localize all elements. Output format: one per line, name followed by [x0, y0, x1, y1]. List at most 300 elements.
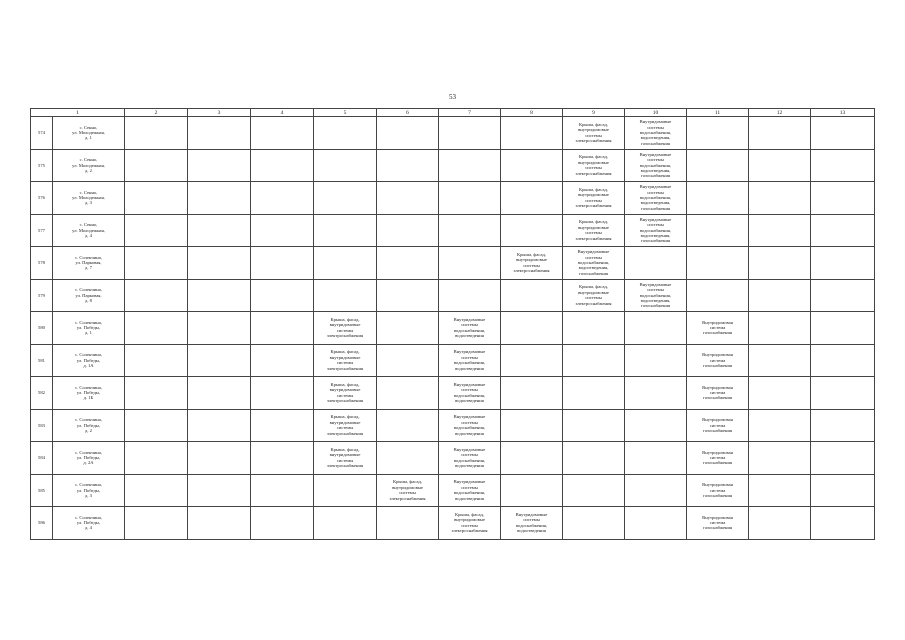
- cell-col-11: [687, 279, 749, 312]
- cell-col-12: [749, 442, 811, 475]
- address-line: ул. Парковая,: [75, 292, 102, 298]
- work-type-line: системы: [461, 419, 478, 425]
- work-type-line: Внутридомовые: [639, 151, 672, 157]
- work-type-line: системы: [647, 287, 664, 293]
- column-header-10: 10: [625, 109, 687, 117]
- work-type-line: газоснабжения: [702, 395, 733, 401]
- work-type-line: газоснабжения: [578, 270, 609, 276]
- cell-col-7: [439, 312, 501, 345]
- repair-schedule-table: [30, 108, 875, 540]
- cell-col-4: [251, 409, 314, 442]
- cell-col-8: [501, 182, 563, 215]
- cell-col-5: [314, 442, 377, 475]
- address-line: ул. Победы,: [76, 390, 101, 396]
- work-type-line: электроснабжения: [389, 495, 426, 501]
- cell-col-10: [625, 182, 687, 215]
- cell-col-6: [377, 214, 439, 247]
- address-cell: [53, 279, 125, 312]
- row-number: 574: [31, 117, 53, 150]
- work-type-line: водоотведения,: [640, 200, 671, 206]
- cell-col-10: [625, 474, 687, 507]
- cell-col-8: [501, 377, 563, 410]
- work-type-line: Крыша, фасад,: [330, 381, 360, 387]
- cell-col-7: [439, 442, 501, 475]
- work-type-line: Внутридомовые: [639, 281, 672, 287]
- address-line: с. Соленчина,: [75, 254, 102, 260]
- address-line: с. Сенно,: [79, 189, 98, 195]
- work-type-line: Внутридомовые: [453, 381, 486, 387]
- table-row: [31, 409, 875, 442]
- cell-col-11: [687, 507, 749, 540]
- address-cell: [53, 312, 125, 345]
- column-header-5: 5: [314, 109, 377, 117]
- row-number: 585: [31, 474, 53, 507]
- cell-col-3: [188, 344, 251, 377]
- address-line: с. Соленчина,: [75, 352, 102, 358]
- cell-col-2: [125, 279, 188, 312]
- cell-col-9: [563, 182, 625, 215]
- cell-col-11: [687, 214, 749, 247]
- cell-col-3: [188, 149, 251, 182]
- cell-col-9: [563, 442, 625, 475]
- address-cell: [53, 377, 125, 410]
- cell-col-12: [749, 312, 811, 345]
- work-type-line: электроснабжения: [513, 268, 550, 274]
- row-number: 583: [31, 409, 53, 442]
- cell-col-5: [314, 182, 377, 215]
- work-type-line: Крыша, фасад,: [330, 349, 360, 355]
- cell-col-8: [501, 279, 563, 312]
- cell-col-13: [811, 377, 875, 410]
- work-type-line: водоотведения: [455, 398, 484, 404]
- work-type-line: водоотведения,: [640, 167, 671, 173]
- work-type-line: водоотведения: [517, 528, 546, 534]
- work-type-line: внутридомовые: [578, 192, 609, 198]
- cell-col-13: [811, 247, 875, 280]
- address-line: д. 2: [85, 427, 92, 433]
- work-type-line: водоснабжения,: [639, 130, 672, 136]
- cell-col-3: [188, 214, 251, 247]
- work-type-line: Внутридомовая: [702, 352, 733, 358]
- work-type-line: водоотведения: [455, 495, 484, 501]
- work-type-line: система: [709, 390, 726, 396]
- table-row: [31, 507, 875, 540]
- address-line: ул. Победы,: [76, 422, 101, 428]
- address-cell: [53, 344, 125, 377]
- work-type-line: системы: [336, 392, 354, 398]
- address-line: ул. Молодежная,: [72, 162, 105, 168]
- address-line: ул. Победы,: [76, 487, 101, 493]
- address-line: д. 3: [85, 492, 92, 498]
- cell-col-12: [749, 474, 811, 507]
- address-cell: [53, 442, 125, 475]
- cell-col-3: [188, 182, 251, 215]
- cell-col-10: [625, 279, 687, 312]
- cell-col-2: [125, 214, 188, 247]
- work-type-line: система: [709, 520, 726, 526]
- cell-col-13: [811, 344, 875, 377]
- table-row: [31, 442, 875, 475]
- work-type-line: водоснабжения,: [577, 260, 610, 266]
- work-type-line: водоснабжения,: [639, 195, 672, 201]
- work-type-line: системы: [336, 327, 354, 333]
- cell-col-4: [251, 474, 314, 507]
- work-type-line: Внутридомовая: [702, 417, 733, 423]
- address-line: ул. Парковая,: [75, 260, 102, 266]
- address-cell: [53, 149, 125, 182]
- table-row: [31, 377, 875, 410]
- work-type-line: Крыша, фасад,: [330, 316, 360, 322]
- cell-col-5: [314, 279, 377, 312]
- cell-col-8: [501, 247, 563, 280]
- cell-col-5: [314, 507, 377, 540]
- cell-col-13: [811, 149, 875, 182]
- cell-col-8: [501, 507, 563, 540]
- cell-col-4: [251, 279, 314, 312]
- address-line: ул. Победы,: [76, 325, 101, 331]
- work-type-line: система: [709, 455, 726, 461]
- work-type-line: Внутридомовые: [639, 184, 672, 190]
- address-cell: [53, 117, 125, 150]
- work-type-line: Внутридомовые: [453, 316, 486, 322]
- work-type-line: система: [709, 487, 726, 493]
- table-row: [31, 149, 875, 182]
- work-type-line: электроснабжения: [326, 333, 364, 339]
- row-number: 579: [31, 279, 53, 312]
- cell-col-13: [811, 409, 875, 442]
- address-line: ул. Молодежная,: [72, 195, 105, 201]
- cell-col-8: [501, 474, 563, 507]
- cell-col-3: [188, 312, 251, 345]
- cell-col-11: [687, 117, 749, 150]
- work-type-line: газоснабжения: [702, 330, 733, 336]
- work-type-line: внутридомовые: [329, 354, 361, 360]
- work-type-line: системы: [647, 124, 664, 130]
- work-type-line: газоснабжения: [702, 427, 733, 433]
- cell-col-7: [439, 117, 501, 150]
- address-line: ул. Победы,: [76, 455, 101, 461]
- work-type-line: система: [709, 422, 726, 428]
- page-number: 53: [449, 93, 456, 101]
- work-type-line: системы: [523, 517, 540, 523]
- work-type-line: водоотведения: [455, 430, 484, 436]
- address-cell: [53, 474, 125, 507]
- cell-col-5: [314, 409, 377, 442]
- cell-col-6: [377, 409, 439, 442]
- cell-col-10: [625, 377, 687, 410]
- cell-col-10: [625, 344, 687, 377]
- work-type-line: внутридомовые: [329, 419, 361, 425]
- cell-col-2: [125, 312, 188, 345]
- cell-col-12: [749, 377, 811, 410]
- cell-col-11: [687, 312, 749, 345]
- cell-col-8: [501, 409, 563, 442]
- work-type-line: внутридомовые: [578, 289, 609, 295]
- work-type-line: внутридомовые: [329, 387, 361, 393]
- work-type-line: системы: [647, 222, 664, 228]
- cell-col-7: [439, 474, 501, 507]
- work-type-line: водоотведения: [455, 365, 484, 371]
- cell-col-8: [501, 214, 563, 247]
- cell-col-13: [811, 312, 875, 345]
- cell-col-12: [749, 117, 811, 150]
- cell-col-3: [188, 117, 251, 150]
- work-type-line: газоснабжения: [702, 525, 733, 531]
- work-type-line: Внутридомовые: [453, 414, 486, 420]
- cell-col-3: [188, 409, 251, 442]
- work-type-line: Крыша, фасад,: [579, 186, 608, 192]
- cell-col-2: [125, 409, 188, 442]
- work-type-line: системы: [647, 189, 664, 195]
- cell-col-7: [439, 507, 501, 540]
- work-type-line: системы: [585, 197, 602, 203]
- work-type-line: водоотведения: [455, 333, 484, 339]
- cell-col-3: [188, 474, 251, 507]
- address-line: д. 7: [85, 265, 92, 271]
- work-type-line: Внутридомовая: [702, 449, 733, 455]
- cell-col-13: [811, 279, 875, 312]
- work-type-line: Внутридомовая: [702, 319, 733, 325]
- cell-col-2: [125, 377, 188, 410]
- address-line: с. Сенно,: [79, 157, 98, 163]
- address-cell: [53, 507, 125, 540]
- cell-col-6: [377, 247, 439, 280]
- work-type-line: водоснабжения,: [453, 392, 486, 398]
- work-type-line: газоснабжения: [702, 492, 733, 498]
- cell-col-9: [563, 312, 625, 345]
- cell-col-7: [439, 344, 501, 377]
- work-type-line: внутридомовые: [516, 257, 547, 263]
- work-type-line: газоснабжения: [640, 238, 671, 244]
- cell-col-4: [251, 344, 314, 377]
- cell-col-6: [377, 117, 439, 150]
- table-row: [31, 312, 875, 345]
- address-line: д. 2: [85, 167, 92, 173]
- cell-col-12: [749, 182, 811, 215]
- work-type-line: системы: [336, 457, 354, 463]
- cell-col-9: [563, 409, 625, 442]
- cell-col-9: [563, 149, 625, 182]
- cell-col-6: [377, 182, 439, 215]
- work-type-line: системы: [461, 484, 478, 490]
- row-number: 575: [31, 149, 53, 182]
- cell-col-11: [687, 409, 749, 442]
- cell-col-9: [563, 117, 625, 150]
- row-number: 582: [31, 377, 53, 410]
- table-row: [31, 214, 875, 247]
- work-type-line: системы: [461, 322, 478, 328]
- column-header-7: 7: [439, 109, 501, 117]
- cell-col-9: [563, 377, 625, 410]
- work-type-line: Крыша, фасад,: [330, 414, 360, 420]
- work-type-line: система: [709, 357, 726, 363]
- work-type-line: электроснабжения: [326, 398, 364, 404]
- address-line: с. Соленчина,: [75, 384, 102, 390]
- table-row: [31, 182, 875, 215]
- cell-col-6: [377, 279, 439, 312]
- work-type-line: Внутридомовая: [702, 514, 733, 520]
- address-line: д. 4: [85, 232, 92, 238]
- cell-col-12: [749, 507, 811, 540]
- cell-col-10: [625, 117, 687, 150]
- work-type-line: электроснабжения: [451, 528, 488, 534]
- cell-col-4: [251, 312, 314, 345]
- cell-col-7: [439, 247, 501, 280]
- address-line: д. 3: [85, 200, 92, 206]
- work-type-line: системы: [336, 425, 354, 431]
- work-type-line: Внутридомовая: [702, 384, 733, 390]
- cell-col-2: [125, 149, 188, 182]
- work-type-line: системы: [461, 354, 478, 360]
- cell-col-13: [811, 442, 875, 475]
- cell-col-11: [687, 344, 749, 377]
- cell-col-6: [377, 474, 439, 507]
- work-type-line: электроснабжения: [326, 365, 364, 371]
- work-type-line: Внутридомовые: [453, 446, 486, 452]
- cell-col-5: [314, 247, 377, 280]
- cell-col-8: [501, 344, 563, 377]
- address-cell: [53, 214, 125, 247]
- cell-col-7: [439, 279, 501, 312]
- table-row: [31, 279, 875, 312]
- work-type-line: Крыша, фасад,: [455, 511, 484, 517]
- work-type-line: водоснабжения,: [453, 360, 486, 366]
- address-line: д. 4: [85, 525, 92, 531]
- cell-col-5: [314, 117, 377, 150]
- cell-col-6: [377, 344, 439, 377]
- row-number: 577: [31, 214, 53, 247]
- work-type-line: Внутридомовые: [639, 119, 672, 125]
- cell-col-10: [625, 409, 687, 442]
- cell-col-10: [625, 442, 687, 475]
- cell-col-6: [377, 442, 439, 475]
- address-line: с. Соленчина,: [75, 417, 102, 423]
- work-type-line: электроснабжения: [326, 463, 364, 469]
- column-header-13: 13: [811, 109, 875, 117]
- cell-col-5: [314, 149, 377, 182]
- cell-col-4: [251, 149, 314, 182]
- address-line: ул. Молодежная,: [72, 227, 105, 233]
- work-type-line: внутридомовые: [578, 159, 609, 165]
- work-type-line: Крыша, фасад,: [393, 479, 422, 485]
- work-type-line: внутридомовые: [392, 484, 423, 490]
- cell-col-13: [811, 117, 875, 150]
- table-row: [31, 247, 875, 280]
- cell-col-8: [501, 312, 563, 345]
- cell-col-13: [811, 214, 875, 247]
- work-type-line: Крыша, фасад,: [330, 446, 360, 452]
- work-type-line: системы: [585, 254, 602, 260]
- table-header-row: [31, 109, 875, 117]
- work-type-line: газоснабжения: [640, 140, 671, 146]
- cell-col-5: [314, 474, 377, 507]
- address-line: д. 1: [85, 330, 92, 336]
- work-type-line: Крыша, фасад,: [579, 154, 608, 160]
- cell-col-2: [125, 442, 188, 475]
- cell-col-7: [439, 409, 501, 442]
- work-type-line: водоснабжения,: [639, 292, 672, 298]
- work-type-line: электроснабжения: [575, 138, 612, 144]
- work-type-line: водоотведения,: [640, 135, 671, 141]
- work-type-line: внутридомовые: [454, 517, 485, 523]
- cell-col-7: [439, 149, 501, 182]
- cell-col-11: [687, 182, 749, 215]
- work-type-line: электроснабжения: [575, 170, 612, 176]
- work-type-line: газоснабжения: [702, 460, 733, 466]
- row-number: 584: [31, 442, 53, 475]
- cell-col-10: [625, 214, 687, 247]
- work-type-line: системы: [585, 295, 602, 301]
- work-type-line: Внутридомовые: [453, 349, 486, 355]
- address-cell: [53, 182, 125, 215]
- cell-col-12: [749, 214, 811, 247]
- cell-col-9: [563, 474, 625, 507]
- work-type-line: электроснабжения: [575, 235, 612, 241]
- row-number: 586: [31, 507, 53, 540]
- cell-col-13: [811, 474, 875, 507]
- cell-col-9: [563, 279, 625, 312]
- cell-col-13: [811, 507, 875, 540]
- cell-col-4: [251, 507, 314, 540]
- work-type-line: газоснабжения: [640, 205, 671, 211]
- cell-col-2: [125, 182, 188, 215]
- work-type-line: системы: [585, 165, 602, 171]
- cell-col-3: [188, 247, 251, 280]
- cell-col-4: [251, 117, 314, 150]
- cell-col-3: [188, 377, 251, 410]
- work-type-line: системы: [461, 452, 478, 458]
- column-header-3: 3: [188, 109, 251, 117]
- column-header-11: 11: [687, 109, 749, 117]
- cell-col-11: [687, 247, 749, 280]
- column-header-12: 12: [749, 109, 811, 117]
- cell-col-8: [501, 149, 563, 182]
- cell-col-3: [188, 279, 251, 312]
- cell-col-11: [687, 149, 749, 182]
- cell-col-4: [251, 182, 314, 215]
- address-line: с. Соленчина,: [75, 482, 102, 488]
- work-type-line: системы: [461, 387, 478, 393]
- row-number: 578: [31, 247, 53, 280]
- cell-col-12: [749, 409, 811, 442]
- work-type-line: водоотведения,: [578, 265, 609, 271]
- work-type-line: водоснабжения,: [515, 522, 548, 528]
- cell-col-2: [125, 474, 188, 507]
- work-type-line: водоснабжения,: [639, 162, 672, 168]
- cell-col-7: [439, 377, 501, 410]
- cell-col-3: [188, 507, 251, 540]
- column-header-6: 6: [377, 109, 439, 117]
- work-type-line: Внутридомовые: [515, 511, 548, 517]
- work-type-line: электроснабжения: [575, 300, 612, 306]
- cell-col-10: [625, 247, 687, 280]
- cell-col-2: [125, 344, 188, 377]
- cell-col-9: [563, 344, 625, 377]
- address-line: д. 1А: [83, 362, 94, 368]
- work-type-line: внутридомовые: [578, 127, 609, 133]
- work-type-line: системы: [585, 132, 602, 138]
- cell-col-12: [749, 344, 811, 377]
- cell-col-5: [314, 377, 377, 410]
- cell-col-10: [625, 149, 687, 182]
- column-header-4: 4: [251, 109, 314, 117]
- cell-col-8: [501, 117, 563, 150]
- cell-col-9: [563, 214, 625, 247]
- column-header-9: 9: [563, 109, 625, 117]
- cell-col-2: [125, 247, 188, 280]
- cell-col-10: [625, 507, 687, 540]
- work-type-line: системы: [336, 360, 354, 366]
